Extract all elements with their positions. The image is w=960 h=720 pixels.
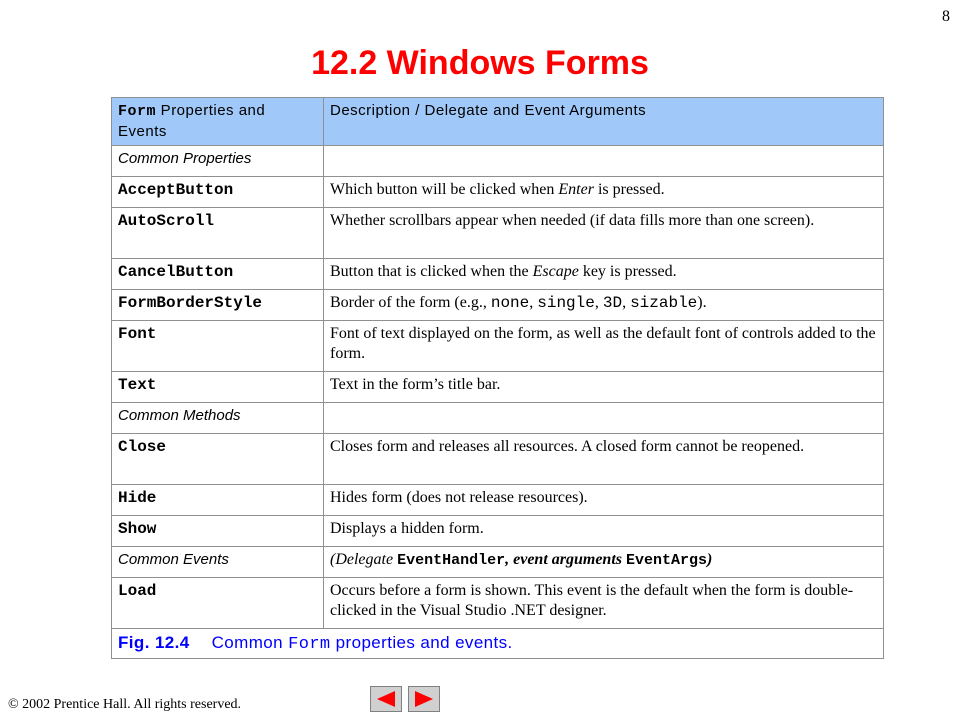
header-form-code: Form <box>118 103 157 120</box>
property-name: FormBorderStyle <box>112 290 324 321</box>
section-common-events <box>112 547 884 578</box>
header-col1 <box>112 98 324 146</box>
events-delegate-description: (Delegate EventHandler, event arguments EventArgs) <box>324 547 884 578</box>
table-row <box>112 578 884 629</box>
page-number: 8 <box>942 8 950 25</box>
table-row <box>112 259 884 290</box>
property-name: CancelButton <box>112 259 324 290</box>
method-description: Displays a hidden form. <box>324 516 884 547</box>
table-row <box>112 485 884 516</box>
property-description: Text in the form’s title bar. <box>324 372 884 403</box>
property-name: AcceptButton <box>112 177 324 208</box>
table-row <box>112 434 884 485</box>
copyright-footer: © 2002 Prentice Hall. All rights reserved. <box>8 697 242 712</box>
property-description: Font of text displayed on the form, as well as the default font of controls added to the form. <box>324 321 884 372</box>
method-name: Show <box>112 516 324 547</box>
form-properties-table <box>111 97 884 659</box>
event-description: Occurs before a form is shown. This event is the default when the form is double-clicked in the Visual Studio .NET designer. <box>324 578 884 629</box>
next-slide-button[interactable] <box>408 686 440 712</box>
property-description: Border of the form (e.g., none, single, 3D, sizable). <box>324 290 884 321</box>
method-description: Hides form (does not release resources). <box>324 485 884 516</box>
section-label: Common Events <box>112 547 324 578</box>
figure-label: Fig. 12.4 <box>118 633 190 652</box>
method-name: Close <box>112 434 324 485</box>
table-row <box>112 177 884 208</box>
figure-caption: Fig. 12.4 Common Form properties and events. <box>112 629 884 659</box>
previous-slide-button[interactable] <box>370 686 402 712</box>
table-row <box>112 290 884 321</box>
property-description: Which button will be clicked when Enter is pressed. <box>324 177 884 208</box>
header-col1-text: Properties and Events <box>118 102 266 140</box>
header-col2: Description / Delegate and Event Arguments <box>324 98 884 146</box>
figure-caption-row <box>112 629 884 659</box>
table-row <box>112 516 884 547</box>
event-name: Load <box>112 578 324 629</box>
section-common-properties <box>112 146 884 177</box>
method-name: Hide <box>112 485 324 516</box>
property-description: Button that is clicked when the Escape key is pressed. <box>324 259 884 290</box>
section-label: Common Properties <box>112 146 324 177</box>
table-row <box>112 208 884 259</box>
property-name: Text <box>112 372 324 403</box>
property-name: AutoScroll <box>112 208 324 259</box>
left-arrow-icon <box>375 690 397 708</box>
table-row <box>112 321 884 372</box>
property-name: Font <box>112 321 324 372</box>
slide-title: 12.2 Windows Forms <box>311 44 649 82</box>
slide-navigation <box>370 686 440 712</box>
table-row <box>112 372 884 403</box>
section-common-methods <box>112 403 884 434</box>
table-header-row <box>112 98 884 146</box>
section-label: Common Methods <box>112 403 324 434</box>
method-description: Closes form and releases all resources. A closed form cannot be reopened. <box>324 434 884 485</box>
right-arrow-icon <box>413 690 435 708</box>
property-description: Whether scrollbars appear when needed (if data fills more than one screen). <box>324 208 884 259</box>
